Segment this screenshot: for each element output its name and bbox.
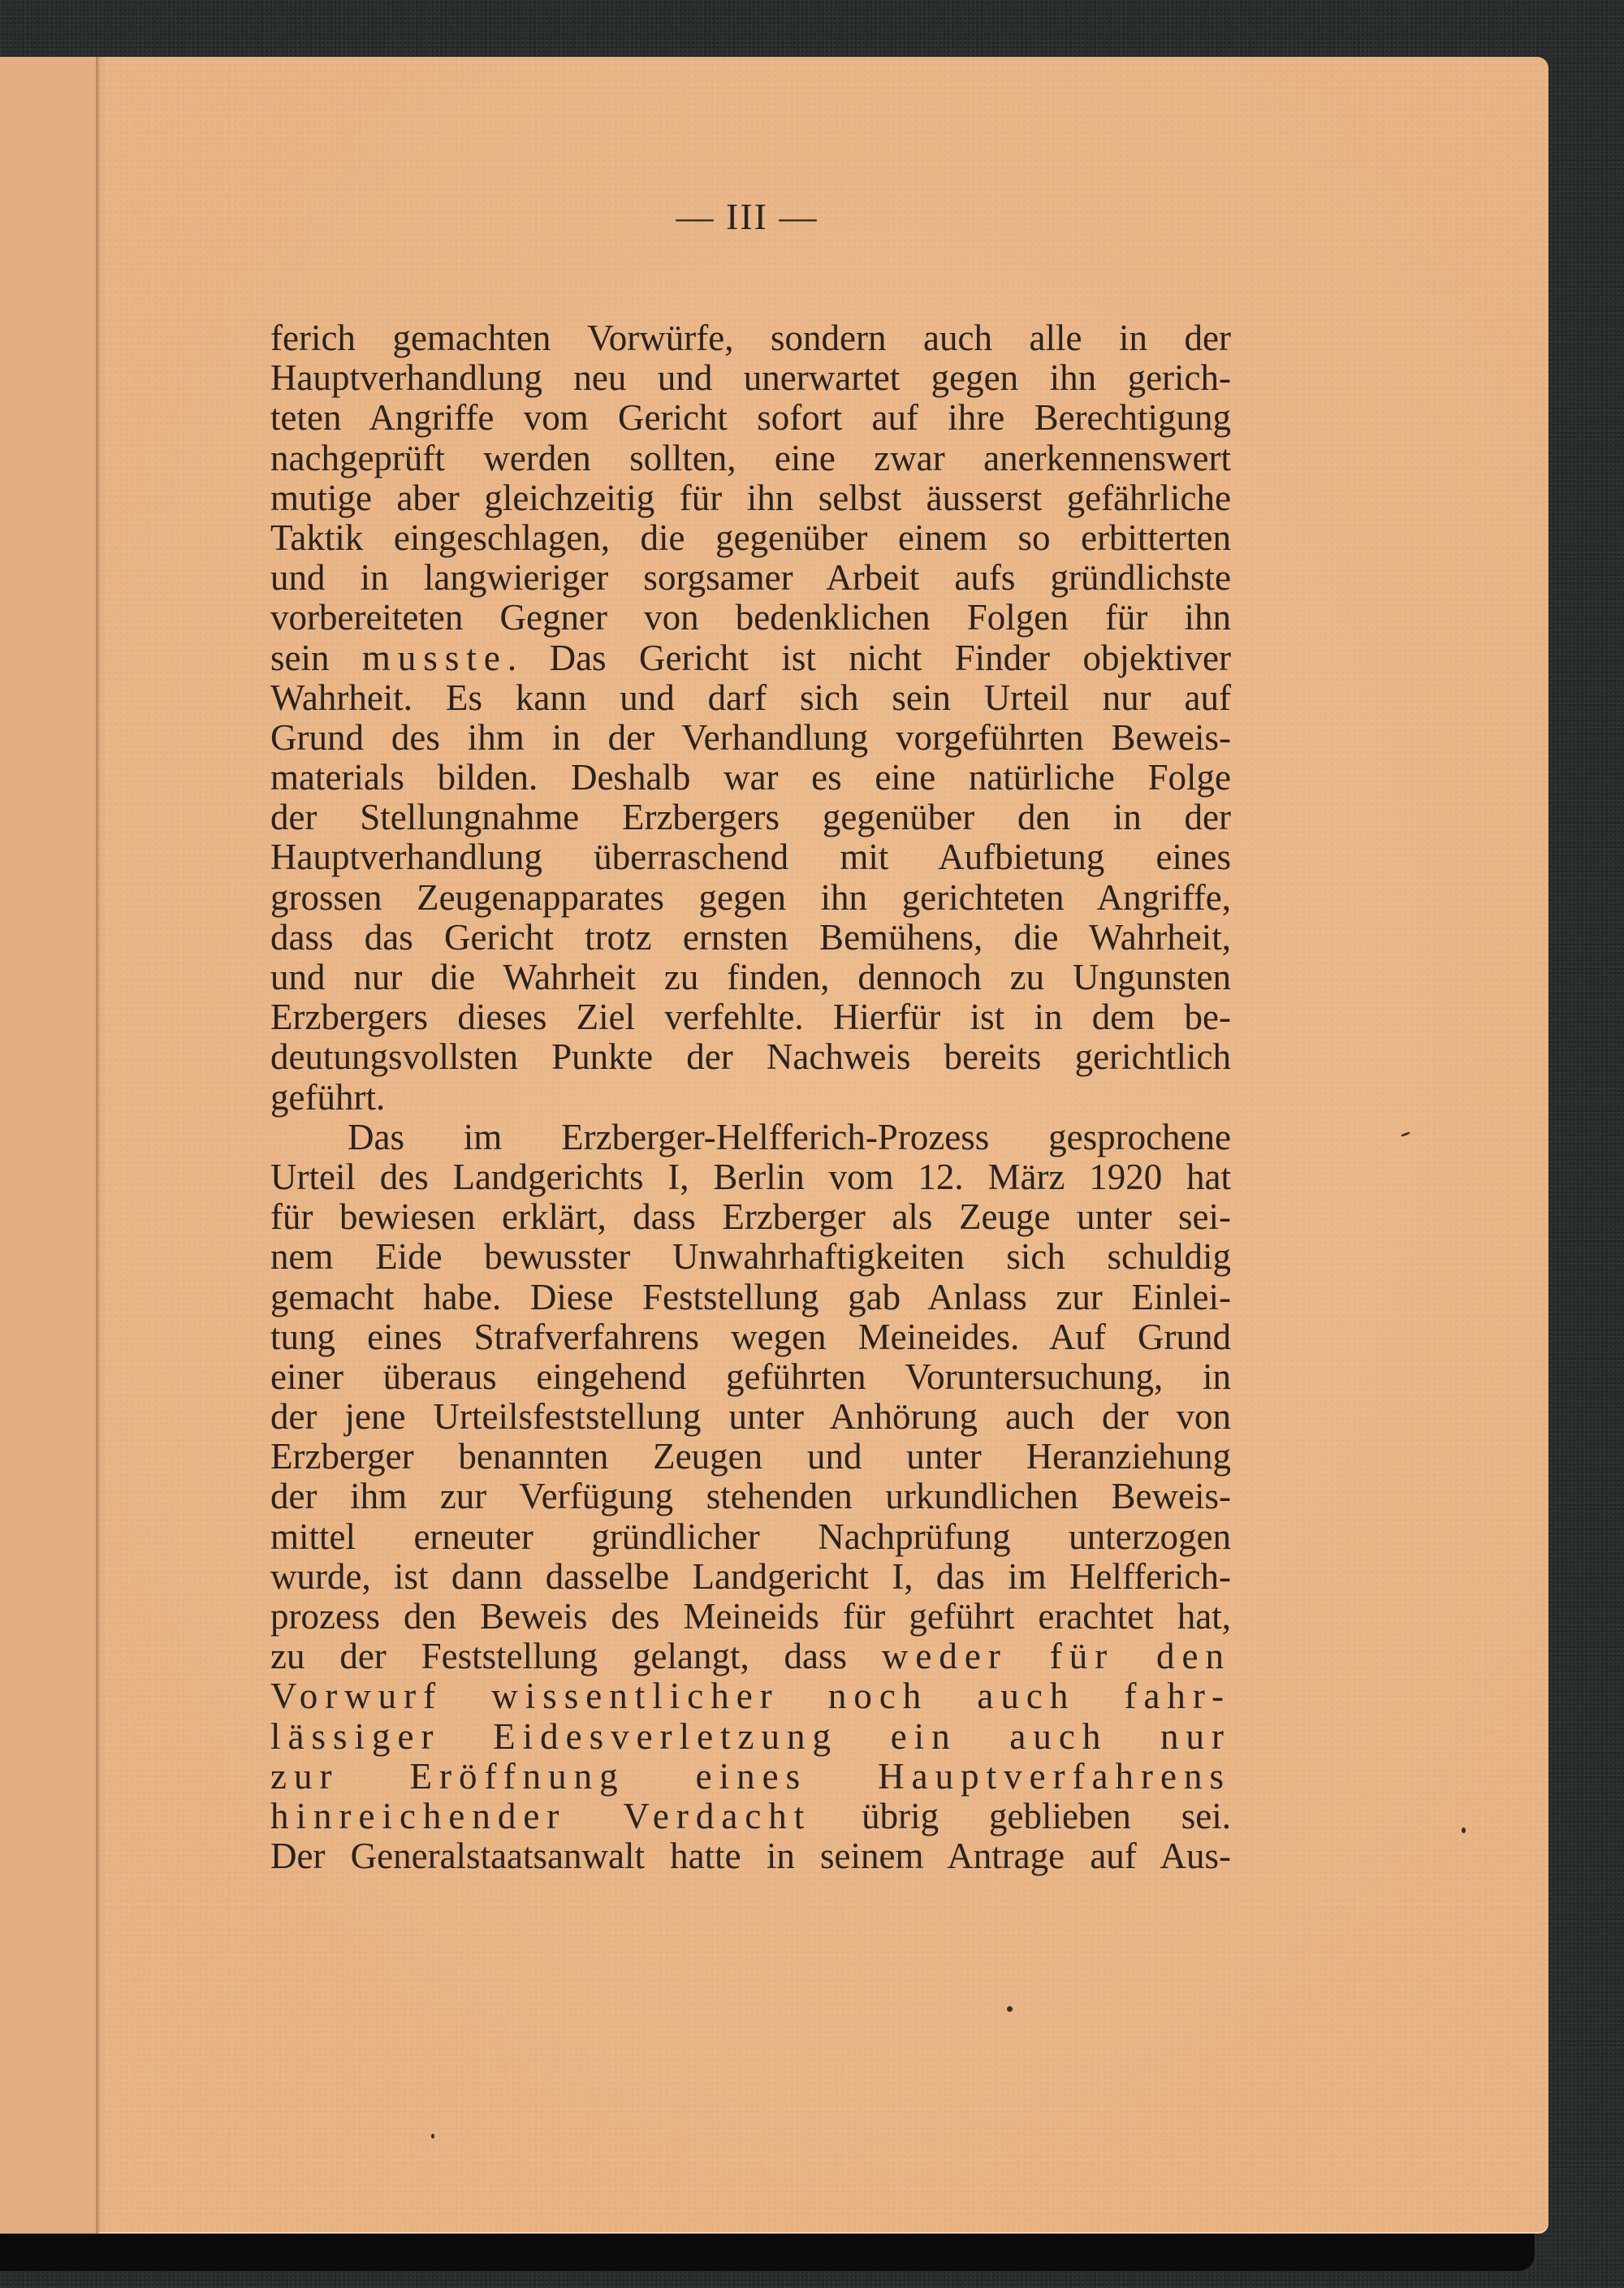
text-line: Der Generalstaatsanwalt hatte in seinem Antrage auf Aus- [270, 1836, 1231, 1877]
text-line: Erzbergers dieses Ziel verfehlte. Hierfür ist in dem be- [270, 997, 1231, 1038]
text-line: und nur die Wahrheit zu finden, dennoch zu Ungunsten [270, 957, 1231, 997]
text-line [270, 1637, 1231, 1676]
text-line: dass das Gericht trotz ernsten Bemühens, die Wahrheit, [270, 916, 1231, 958]
text-line: geführt. [270, 1076, 386, 1118]
book-shadow [0, 2232, 1535, 2271]
page-number: — III — [676, 196, 818, 237]
text-line: ferich gemachten Vorwürfe, sondern auch alle in der [270, 318, 1231, 358]
text-line: der ihm zur Verfügung stehenden urkundlichen Beweis- [270, 1476, 1231, 1517]
paper-speck [1462, 1827, 1466, 1833]
text-segment: zu der Feststellung gelangt, dass [270, 1636, 882, 1677]
body-text [270, 318, 1231, 1876]
text-line: nachgeprüft werden sollten, eine zwar anerkennenswert [270, 437, 1231, 478]
text-line: Urteil des Landgerichts I, Berlin vom 12. März 1920 hat [270, 1156, 1231, 1197]
text-line: mittel erneuter gründlicher Nachprüfung unterzogen [270, 1516, 1231, 1557]
text-line: Wahrheit. Es kann und darf sich sein Urteil nur auf [270, 677, 1231, 718]
text-line: zur Eröffnung eines Hauptverfahrens [270, 1755, 1231, 1797]
emphasized-spaced-text: hinreichender Verdacht [270, 1795, 812, 1836]
text-line [270, 1797, 1231, 1836]
emphasized-spaced-text: musste [361, 637, 508, 678]
text-segment: sein [270, 637, 362, 678]
paper-speck [1007, 2006, 1013, 2012]
text-line: Grund des ihm in der Verhandlung vorgeführten Beweis- [270, 716, 1231, 758]
text-segment: . Das Gericht ist nicht Finder objektiver [507, 637, 1231, 678]
text-line: gemacht habe. Diese Feststellung gab Anlass zur Einlei- [270, 1276, 1231, 1317]
text-line [270, 638, 1231, 678]
text-line: materials bilden. Deshalb war es eine natürliche Folge [270, 757, 1231, 798]
text-line: vorbereiteten Gegner von bedenklichen Folgen für ihn [270, 597, 1231, 638]
text-line: und in langwieriger sorgsamer Arbeit aufs gründlichste [270, 557, 1231, 599]
emphasized-spaced-text: weder für den [881, 1636, 1232, 1677]
text-line: Taktik eingeschlagen, die gegenüber einem so erbitterten [270, 517, 1231, 558]
text-line: wurde, ist dann dasselbe Landgericht I, das im Helfferich- [270, 1555, 1231, 1597]
text-line: der Stellungnahme Erzbergers gegenüber den in der [270, 797, 1231, 838]
text-line: Vorwurf wissentlicher noch auch fahr- [270, 1676, 1231, 1717]
text-line: teten Angriffe vom Gericht sofort auf ihre Berechtigung [270, 397, 1231, 439]
paragraph-start-line: Das im Erzberger-Helfferich-Prozess gesprochene [348, 1116, 1231, 1157]
text-line: tung eines Strafverfahrens wegen Meineides. Auf Grund [270, 1316, 1231, 1357]
text-line: der jene Urteilsfeststellung unter Anhörung auch der von [270, 1396, 1231, 1438]
book-page [0, 57, 1548, 2234]
paper-speck [431, 2134, 434, 2139]
text-line: mutige aber gleichzeitig für ihn selbst äusserst gefährliche [270, 477, 1231, 518]
text-line: einer überaus eingehend geführten Voruntersuchung, in [270, 1356, 1231, 1397]
text-line: lässiger Eidesverletzung ein auch nur [270, 1715, 1231, 1757]
text-line: Erzberger benannten Zeugen und unter Heranziehung [270, 1436, 1231, 1477]
text-line: grossen Zeugenapparates gegen ihn gerichteten Angriffe, [270, 876, 1231, 918]
text-line: nem Eide bewusster Unwahrhaftigkeiten sich schuldig [270, 1236, 1231, 1278]
previous-page-edge [0, 57, 98, 2234]
text-line: Hauptverhandlung neu und unerwartet gegen ihn gerich- [270, 357, 1231, 399]
text-line: Hauptverhandlung überraschend mit Aufbietung eines [270, 837, 1231, 878]
text-line: deutungsvollsten Punkte der Nachweis bereits gerichtlich [270, 1036, 1231, 1078]
text-line: prozess den Beweis des Meineids für geführt erachtet hat, [270, 1596, 1231, 1637]
text-line: für bewiesen erklärt, dass Erzberger als Zeuge unter sei- [270, 1196, 1231, 1238]
text-segment: übrig geblieben sei. [811, 1795, 1231, 1836]
paper-speck [1401, 1131, 1410, 1137]
